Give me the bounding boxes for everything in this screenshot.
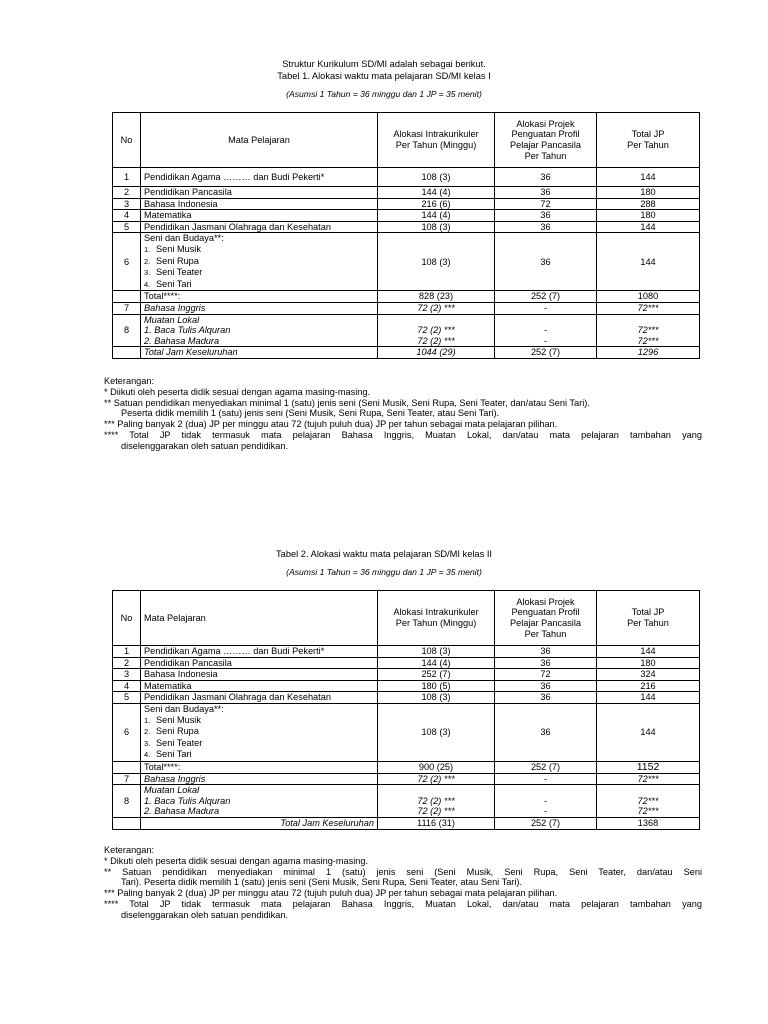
cell-subject: Pendidikan Agama ……… dan Budi Pekerti*: [141, 168, 378, 187]
cell-subject: Pendidikan Pancasila: [141, 657, 378, 669]
table-2: [112, 590, 700, 830]
header-intra: Alokasi Intrakurikuler Per Tahun (Minggu): [378, 113, 495, 168]
table-row: [113, 692, 700, 704]
cell-no: [113, 347, 141, 359]
cell-projek: -: [495, 773, 597, 785]
cell-projek: 252 (7): [495, 761, 597, 773]
cell-subject: Bahasa Indonesia: [141, 669, 378, 681]
note-4: **** Total JP tidak termasuk mata pelajaran Bahasa Inggris, Muatan Lokal, dan/atau mata pelajaran tambahan yang: [104, 429, 702, 440]
cell-total: 72*** 72***: [597, 785, 700, 818]
cell-projek: - -: [495, 785, 597, 818]
table-1: [112, 112, 700, 359]
table-row: [113, 669, 700, 681]
cell-projek: 36: [495, 646, 597, 658]
cell-subject: Total Jam Keseluruhan: [141, 817, 378, 829]
cell-no: 4: [113, 210, 141, 222]
cell-subject: Bahasa Inggris: [141, 302, 378, 314]
cell-subject-muatan: Muatan Lokal 1. Baca Tulis Alquran 2. Bahasa Madura: [141, 785, 378, 818]
note-2: ** Satuan pendidikan menyediakan minimal 1 (satu) jenis seni (Seni Musik, Seni Rupa, Seni Teater, dan/atau Seni Tari).: [104, 397, 590, 408]
cell-intra: 72 (2) ***: [378, 302, 495, 314]
cell-no: 8: [113, 314, 141, 347]
note-2-cont: Peserta didik memilih 1 (satu) jenis seni (Seni Musik, Seni Rupa, Seni Teater, atau Seni Tari).: [121, 408, 500, 419]
table-row: [113, 785, 700, 818]
cell-subject: Total****:: [141, 761, 378, 773]
table-row: [113, 773, 700, 785]
note-1: * Dikuti oleh peserta didik sesuai dengan agama masing-masing.: [104, 855, 369, 866]
cell-no: 6: [113, 703, 141, 761]
cell-total: 180: [597, 657, 700, 669]
cell-total: 144: [597, 221, 700, 233]
notes-2: [104, 845, 702, 921]
cell-subject-muatan: Muatan Lokal 1. Baca Tulis Alquran 2. Bahasa Madura: [141, 314, 378, 347]
cell-subject-seni: Seni dan Budaya**: 1. Seni Musik 2. Seni Rupa 3. Seni Teater 4. Seni Tari: [141, 233, 378, 291]
cell-projek: 72: [495, 669, 597, 681]
cell-projek: - -: [495, 314, 597, 347]
cell-intra: 216 (6): [378, 198, 495, 210]
cell-subject: Bahasa Indonesia: [141, 198, 378, 210]
cell-total: 216: [597, 680, 700, 692]
cell-projek: 252 (7): [495, 347, 597, 359]
cell-intra: 108 (3): [378, 233, 495, 291]
table-row: [113, 680, 700, 692]
cell-intra: 180 (5): [378, 680, 495, 692]
cell-subject: Bahasa Inggris: [141, 773, 378, 785]
cell-subject: Total Jam Keseluruhan: [141, 347, 378, 359]
cell-subject: Matematika: [141, 680, 378, 692]
cell-total: 324: [597, 669, 700, 681]
header-subject: Mata Pelajaran: [141, 591, 378, 646]
cell-total: 1080: [597, 291, 700, 303]
grand-total-row: [113, 817, 700, 829]
table-header-row: [113, 591, 700, 646]
cell-intra: 108 (3): [378, 168, 495, 187]
header-projek: Alokasi Projek Penguatan Profil Pelajar Pancasila Per Tahun: [495, 113, 597, 168]
cell-total: 1368: [597, 817, 700, 829]
cell-intra: 252 (7): [378, 669, 495, 681]
cell-intra: 72 (2) ***: [378, 773, 495, 785]
header-total: Total JP Per Tahun: [597, 591, 700, 646]
cell-intra: 1116 (31): [378, 817, 495, 829]
table-row: [113, 198, 700, 210]
cell-total: 1296: [597, 347, 700, 359]
cell-no: 4: [113, 680, 141, 692]
table-row: [113, 646, 700, 658]
cell-total: 144: [597, 703, 700, 761]
note-1: * Diikuti oleh peserta didik sesuai dengan agama masing-masing.: [104, 386, 371, 397]
cell-projek: 36: [495, 692, 597, 704]
note-3: *** Paling banyak 2 (dua) JP per minggu atau 72 (tujuh puluh dua) JP per tahun sebagai mata pelajaran pilihan.: [104, 419, 558, 430]
cell-no: 1: [113, 646, 141, 658]
cell-no: 2: [113, 657, 141, 669]
cell-total: 144: [597, 233, 700, 291]
cell-no: 3: [113, 669, 141, 681]
cell-intra: 108 (3): [378, 221, 495, 233]
note-2-cont: Tari). Peserta didik memilih 1 (satu) jenis seni (Seni Musik, Seni Rupa, Seni Teater, atau Seni Tari).: [121, 877, 523, 888]
table-1-title: Tabel 1. Alokasi waktu mata pelajaran SD/MI kelas I: [277, 71, 491, 81]
cell-intra: 900 (25): [378, 761, 495, 773]
cell-intra: 144 (4): [378, 657, 495, 669]
cell-subject: Pendidikan Jasmani Olahraga dan Kesehatan: [141, 221, 378, 233]
table-row: [113, 187, 700, 199]
cell-no: 8: [113, 785, 141, 818]
cell-total: 144: [597, 646, 700, 658]
cell-projek: 36: [495, 703, 597, 761]
table-row: [113, 302, 700, 314]
cell-projek: 72: [495, 198, 597, 210]
cell-intra: 72 (2) *** 72 (2) ***: [378, 314, 495, 347]
notes-heading: Keterangan:: [104, 845, 155, 855]
cell-no: 7: [113, 773, 141, 785]
cell-no: [113, 761, 141, 773]
cell-intra: 144 (4): [378, 210, 495, 222]
cell-no: 6: [113, 233, 141, 291]
cell-intra: 108 (3): [378, 692, 495, 704]
cell-subject: Pendidikan Jasmani Olahraga dan Kesehatan: [141, 692, 378, 704]
cell-projek: 252 (7): [495, 817, 597, 829]
cell-no: 2: [113, 187, 141, 199]
note-3: *** Paling banyak 2 (dua) JP per minggu atau 72 (tujuh puluh dua) JP per tahun sebagai mata pelajaran pilihan.: [104, 888, 558, 899]
table-row: [113, 233, 700, 291]
table-row: [113, 703, 700, 761]
cell-projek: -: [495, 302, 597, 314]
grand-total-row: [113, 347, 700, 359]
notes-1: [104, 376, 702, 452]
table-row: [113, 221, 700, 233]
header-intra: Alokasi Intrakurikuler Per Tahun (Minggu): [378, 591, 495, 646]
cell-no: [113, 291, 141, 303]
notes-heading: Keterangan:: [104, 376, 155, 386]
cell-total: 72***: [597, 773, 700, 785]
table-2-title: Tabel 2. Alokasi waktu mata pelajaran SD/MI kelas II: [276, 549, 492, 559]
cell-no: 7: [113, 302, 141, 314]
table-row: [113, 168, 700, 187]
cell-intra: 108 (3): [378, 703, 495, 761]
cell-intra: 828 (23): [378, 291, 495, 303]
table-row: [113, 314, 700, 347]
cell-subject: Matematika: [141, 210, 378, 222]
subtotal-row: [113, 761, 700, 773]
cell-total: 180: [597, 210, 700, 222]
note-4: **** Total JP tidak termasuk mata pelajaran Bahasa Inggris, Muatan Lokal, dan/atau mata pelajaran tambahan yang: [104, 898, 702, 909]
header-total: Total JP Per Tahun: [597, 113, 700, 168]
cell-total: 180: [597, 187, 700, 199]
cell-no: 1: [113, 168, 141, 187]
header-projek: Alokasi Projek Penguatan Profil Pelajar Pancasila Per Tahun: [495, 591, 597, 646]
cell-no: 5: [113, 221, 141, 233]
cell-no: 5: [113, 692, 141, 704]
table-1-assumption: (Asumsi 1 Tahun = 36 minggu dan 1 JP = 35 menit): [286, 89, 482, 99]
cell-projek: 36: [495, 657, 597, 669]
cell-total: 72*** 72***: [597, 314, 700, 347]
cell-total: 144: [597, 168, 700, 187]
table-2-assumption: (Asumsi 1 Tahun = 36 minggu dan 1 JP = 35 menit): [286, 567, 482, 577]
cell-projek: 36: [495, 210, 597, 222]
subtotal-row: [113, 291, 700, 303]
cell-intra: 144 (4): [378, 187, 495, 199]
cell-subject: Pendidikan Agama ……… dan Budi Pekerti*: [141, 646, 378, 658]
cell-subject-seni: Seni dan Budaya**: 1. Seni Musik 2. Seni Rupa 3. Seni Teater 4. Seni Tari: [141, 703, 378, 761]
cell-projek: 36: [495, 221, 597, 233]
cell-no: [113, 817, 141, 829]
cell-projek: 36: [495, 168, 597, 187]
header-no: No: [113, 591, 141, 646]
cell-subject: Total****:: [141, 291, 378, 303]
cell-total: 72***: [597, 302, 700, 314]
cell-total: 144: [597, 692, 700, 704]
header-subject: Mata Pelajaran: [141, 113, 378, 168]
note-4-cont: diselenggarakan oleh satuan pendidikan.: [121, 909, 289, 920]
table-header-row: [113, 113, 700, 168]
cell-projek: 36: [495, 187, 597, 199]
cell-total: 1152: [597, 761, 700, 773]
intro-text: Struktur Kurikulum SD/MI adalah sebagai berikut.: [282, 59, 486, 69]
cell-projek: 252 (7): [495, 291, 597, 303]
table-row: [113, 657, 700, 669]
header-no: No: [113, 113, 141, 168]
cell-total: 288: [597, 198, 700, 210]
cell-subject: Pendidikan Pancasila: [141, 187, 378, 199]
cell-no: 3: [113, 198, 141, 210]
cell-projek: 36: [495, 680, 597, 692]
cell-projek: 36: [495, 233, 597, 291]
cell-intra: 72 (2) *** 72 (2) ***: [378, 785, 495, 818]
note-4-cont: diselenggarakan oleh satuan pendidikan.: [121, 440, 289, 451]
cell-intra: 1044 (29): [378, 347, 495, 359]
table-row: [113, 210, 700, 222]
note-2: ** Satuan pendidikan menyediakan minimal 1 (satu) jenis seni (Seni Musik, Seni Rupa, Seni Teater, dan/atau Seni: [104, 866, 702, 877]
cell-intra: 108 (3): [378, 646, 495, 658]
